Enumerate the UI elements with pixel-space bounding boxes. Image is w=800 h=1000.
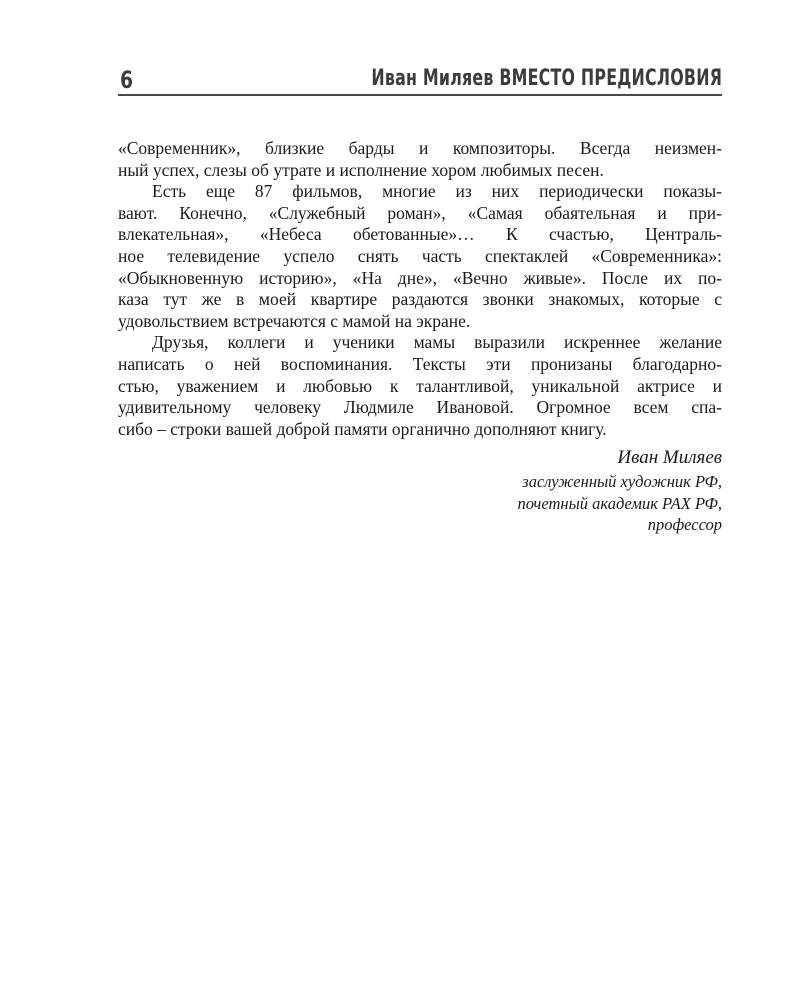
running-head: Иван Миляев ВМЕСТО ПРЕДИСЛОВИЯ: [371, 66, 722, 91]
page-number: 6: [120, 66, 134, 94]
text-line: удовольствием встречаются с мамой на экране.: [118, 310, 471, 331]
text-line: удивительному человеку Людмиле Ивановой. Огромное всем спа-: [118, 397, 722, 418]
text-line: стью, уважением и любовью к талантливой, уникальной актрисе и: [118, 375, 722, 396]
signature-title: заслуженный художник РФ,: [522, 472, 722, 491]
text-line: «Обыкновенную историю», «На дне», «Вечно живые». После их по-: [118, 267, 722, 288]
paragraph-1: [118, 138, 722, 181]
text-line: написать о ней воспоминания. Тексты эти пронизаны благодарно-: [118, 353, 722, 374]
text-line: вают. Конечно, «Служебный роман», «Самая обаятельная и при-: [118, 202, 722, 223]
signature-title: профессор: [647, 515, 722, 534]
text-line: влекательная», «Небеса обетованные»… К счастью, Централь-: [118, 224, 722, 245]
text-line: Есть еще 87 фильмов, многие из них периодически показы-: [152, 181, 722, 202]
paragraph-2: [118, 181, 722, 332]
paragraph-3: [118, 332, 722, 440]
header-rule: [118, 94, 722, 96]
page-header: [118, 62, 722, 96]
text-line: «Современник», близкие барды и композиторы. Всегда неизмен-: [118, 138, 722, 158]
signature-title: почетный академик РАХ РФ,: [517, 493, 722, 513]
text-line: каза тут же в моей квартире раздаются звонки знакомых, которые с: [118, 289, 722, 310]
text-line: ное телевидение успело снять часть спектаклей «Современника»:: [118, 245, 722, 266]
body-text: [118, 138, 722, 440]
text-line: Друзья, коллеги и ученики мамы выразили искреннее желание: [152, 332, 722, 353]
signature-name: Иван Миляев: [617, 447, 722, 468]
text-line: ный успех, слезы об утрате и исполнение хором любимых песен.: [118, 159, 604, 180]
text-line: сибо – строки вашей доброй памяти органично дополняют книгу.: [118, 418, 607, 439]
signature-block: [517, 446, 722, 536]
